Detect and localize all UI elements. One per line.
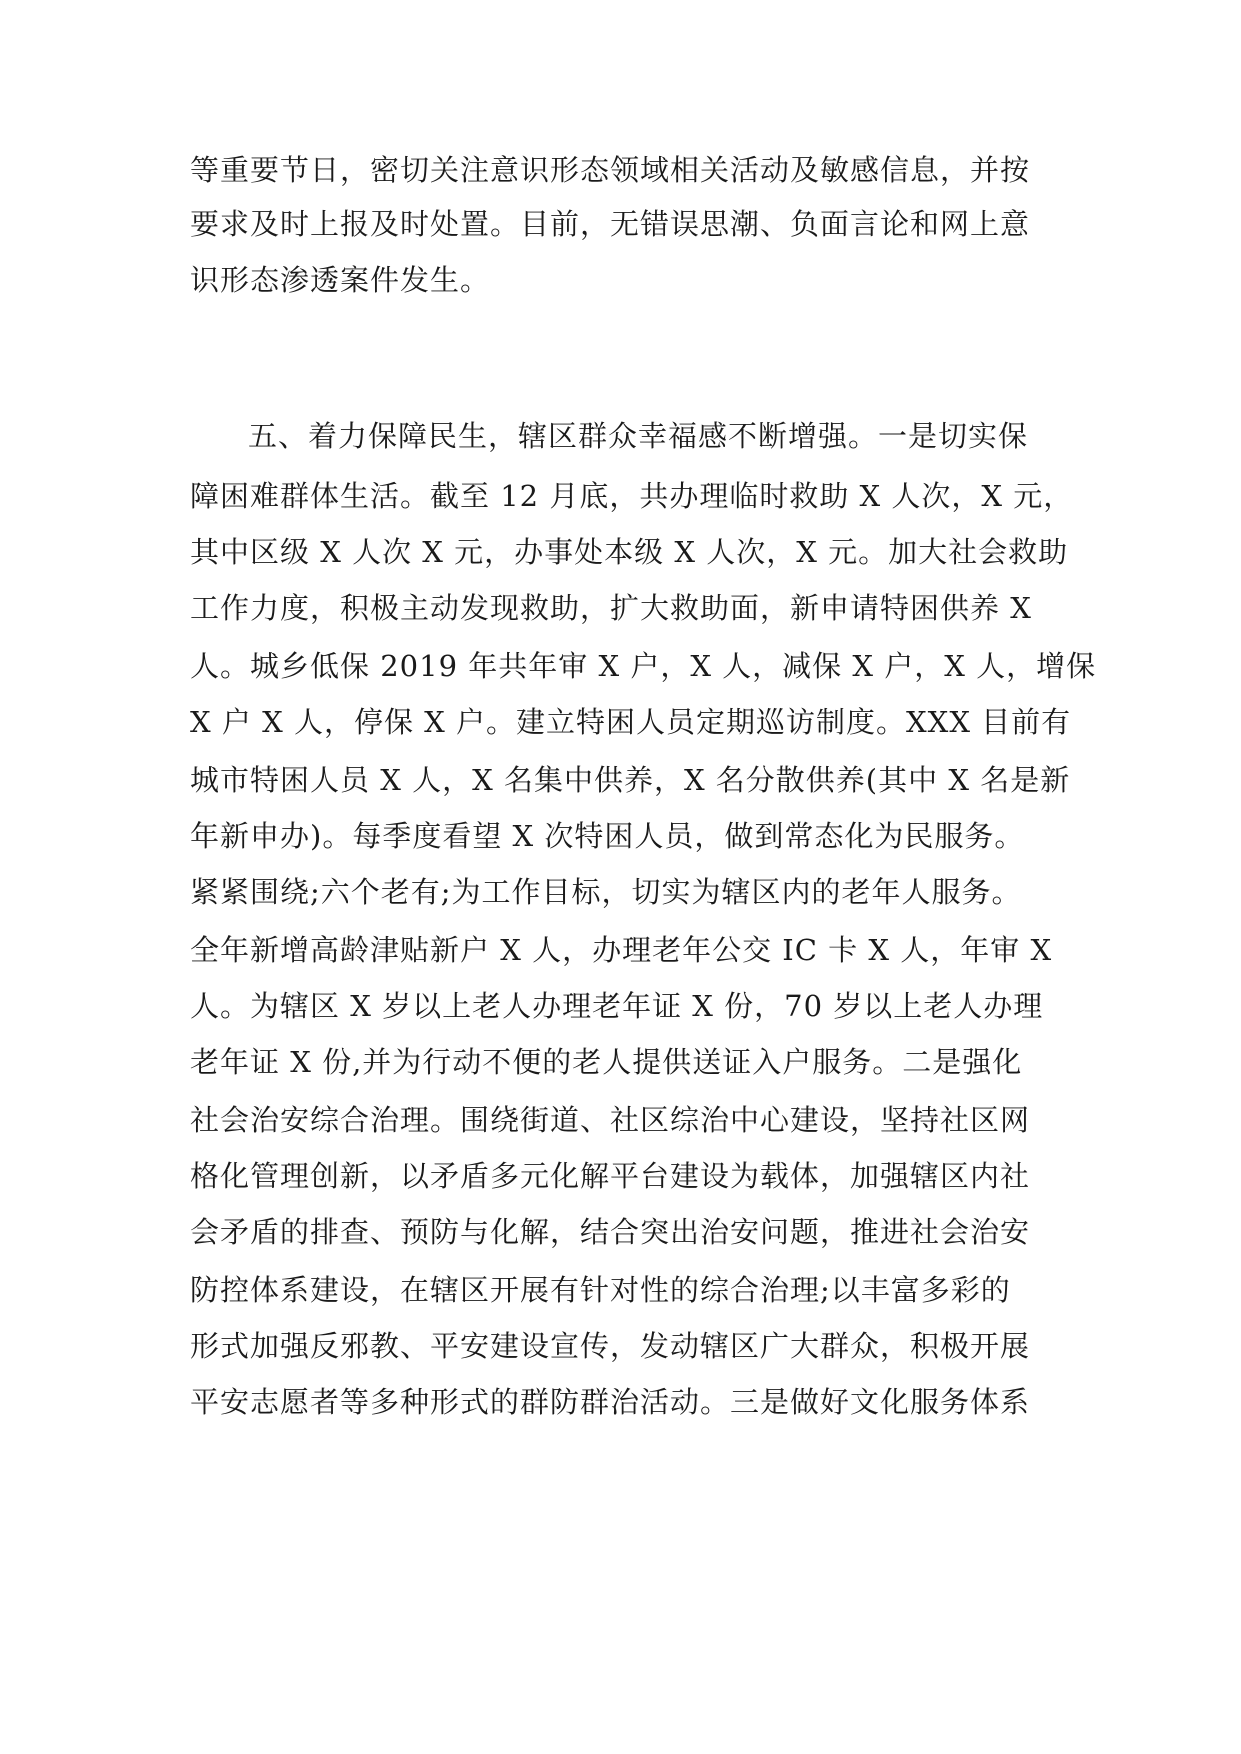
paragraph-line: 人。为辖区 X 岁以上老人办理老年证 X 份，70 岁以上老人办理 (190, 989, 1044, 1023)
paragraph-line: 全年新增高龄津贴新户 X 人，办理老年公交 IC 卡 X 人，年审 X (190, 933, 1053, 967)
paragraph-line: 防控体系建设，在辖区开展有针对性的综合治理;以丰富多彩的 (190, 1273, 1011, 1307)
paragraph-line: 要求及时上报及时处置。目前，无错误思潮、负面言论和网上意 (190, 207, 1031, 241)
paragraph-line: 紧紧围绕;六个老有;为工作目标，切实为辖区内的老年人服务。 (190, 875, 1022, 909)
paragraph-line: 年新申办)。每季度看望 X 次特困人员，做到常态化为民服务。 (190, 819, 1025, 853)
paragraph-line: 五、着力保障民生，辖区群众幸福感不断增强。一是切实保 (248, 419, 1029, 453)
paragraph-line: 等重要节日，密切关注意识形态领域相关活动及敏感信息，并按 (190, 153, 1031, 187)
paragraph-line: 老年证 X 份,并为行动不便的老人提供送证入户服务。二是强化 (190, 1045, 1023, 1079)
paragraph-line: 人。城乡低保 2019 年共年审 X 户，X 人，减保 X 户，X 人，增保 (190, 649, 1097, 683)
paragraph-line: 识形态渗透案件发生。 (190, 263, 491, 297)
paragraph-line: 格化管理创新，以矛盾多元化解平台建设为载体，加强辖区内社 (190, 1159, 1031, 1193)
paragraph-line: 形式加强反邪教、平安建设宣传，发动辖区广大群众，积极开展 (190, 1329, 1031, 1363)
paragraph-line: 障困难群体生活。截至 12 月底，共办理临时救助 X 人次，X 元， (190, 479, 1074, 513)
paragraph-line: 平安志愿者等多种形式的群防群治活动。三是做好文化服务体系 (190, 1385, 1031, 1419)
paragraph-line: 会矛盾的排查、预防与化解，结合突出治安问题，推进社会治安 (190, 1215, 1031, 1249)
paragraph-line: 工作力度，积极主动发现救助，扩大救助面，新申请特困供养 X (190, 591, 1032, 625)
paragraph-line: X 户 X 人，停保 X 户。建立特困人员定期巡访制度。XXX 目前有 (190, 705, 1072, 739)
paragraph-line: 社会治安综合治理。围绕街道、社区综治中心建设，坚持社区网 (190, 1103, 1031, 1137)
paragraph-line: 城市特困人员 X 人，X 名集中供养，X 名分散供养(其中 X 名是新 (190, 763, 1071, 797)
paragraph-line: 其中区级 X 人次 X 元，办事处本级 X 人次，X 元。加大社会救助 (190, 535, 1069, 569)
